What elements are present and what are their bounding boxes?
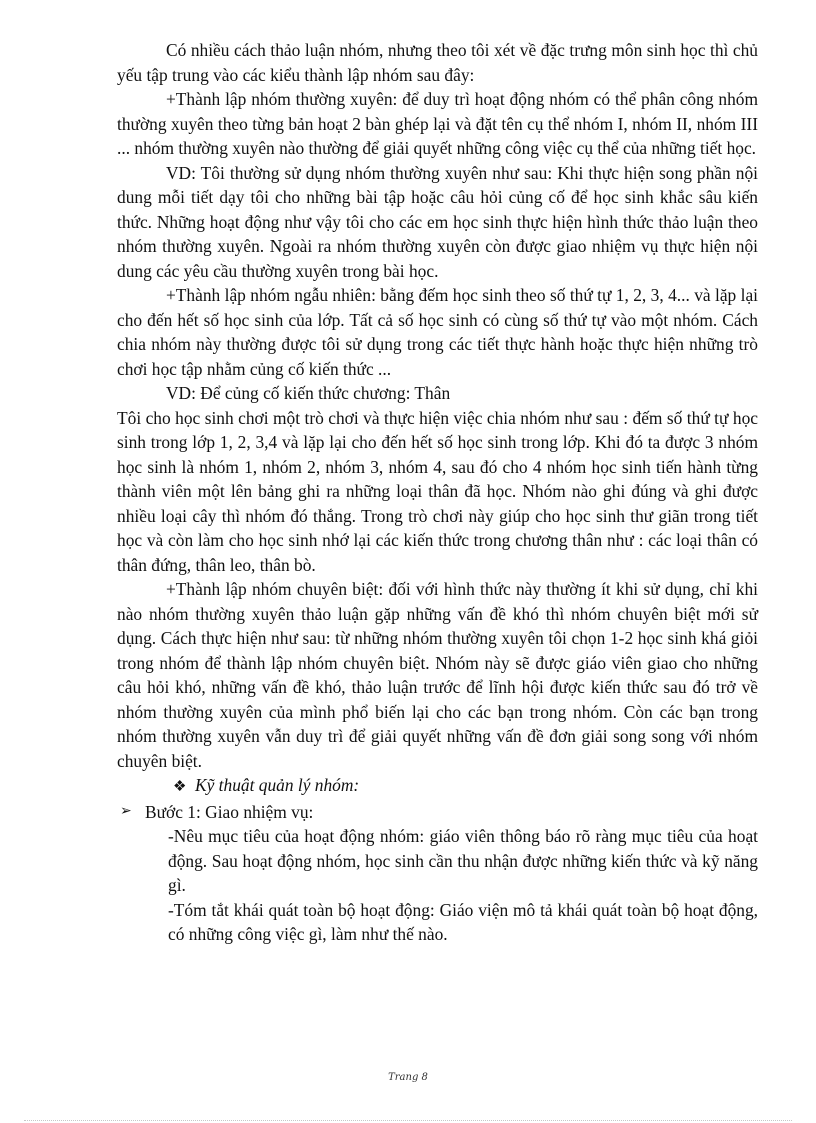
paragraph-regular-groups: +Thành lập nhóm thường xuyên: để duy trì hoạt động nhóm có thể phân công nhóm thường xuyên theo từng bản hoạt 2 bàn ghép lại và đặt tên cụ thể nhóm I, nhóm II, nhóm III ... nhóm thường xuyên nào thường để giải quyết những công việc cụ thể của những tiết học. <box>117 89 758 158</box>
arrow-bullet-icon: ➢ <box>120 803 132 819</box>
step-1-heading <box>117 800 758 825</box>
section-heading-text: Kỹ thuật quản lý nhóm: <box>195 775 360 795</box>
page-footer <box>0 1072 816 1083</box>
step-1-label: Bước 1: Giao nhiệm vụ: <box>145 801 314 822</box>
paragraph-intro: Có nhiều cách thảo luận nhóm, nhưng theo tôi xét về đặc trưng môn sinh học thì chủ yếu tập trung vào các kiểu thành lập nhóm sau đây: <box>117 40 758 85</box>
diamond-bullet-icon: ❖ <box>173 779 187 795</box>
body-text <box>117 38 758 947</box>
paragraph-random-example-title: VD: Để củng cố kiến thức chương: Thân <box>166 383 451 403</box>
bottom-divider <box>24 1120 792 1121</box>
section-heading <box>117 773 758 800</box>
paragraph-random-groups: +Thành lập nhóm ngẫu nhiên: bằng đếm học sinh theo số thứ tự 1, 2, 3, 4... và lặp lại cho đến hết số học sinh của lớp. Tất cả số học sinh có cùng số thứ tự vào một nhóm. Cách chia nhóm này thường được tôi sử dụng trong các tiết thực hành hoặc thực hiện những trò chơi học tập nhằm củng cố kiến thức ... <box>117 285 758 379</box>
step-1-item: -Nêu mục tiêu của hoạt động nhóm: giáo viên thông báo rõ ràng mục tiêu của hoạt động. Sau hoạt động nhóm, học sinh cần thu nhận được những kiến thức và kỹ năng gì. <box>168 826 758 895</box>
paragraph-regular-example: VD: Tôi thường sử dụng nhóm thường xuyên như sau: Khi thực hiện song phần nội dung mỗi tiết dạy tôi cho những bài tập hoặc câu hỏi củng cố để học sinh khắc sâu kiến thức. Những hoạt động như vậy tôi cho các em học sinh thực hiện hình thức thảo luận theo nhóm thường xuyên. Ngoài ra nhóm thường xuyên còn được giao nhiệm vụ thực hiện nội dung các yêu cầu thường xuyên trong bài học. <box>117 162 758 281</box>
paragraph-specialized-groups: +Thành lập nhóm chuyên biệt: đối với hình thức này thường ít khi sử dụng, chỉ khi nào nhóm thường xuyên thảo luận gặp những vấn đề khó thì nhóm chuyên biệt mới sử dụng. Cách thực hiện như sau: từ những nhóm thường xuyên tôi chọn 1-2 học sinh khá giỏi trong nhóm để thành lập nhóm chuyên biệt. Nhóm này sẽ được giáo viên giao cho những câu hỏi khó, những vấn đề khó, thảo luận trước để lĩnh hội được kiến thức sau đó trở về nhóm thường xuyên của mình phổ biến lại cho các bạn trong nhóm. Còn các bạn trong nhóm thường xuyên vẫn duy trì để giải quyết những vấn đề đơn giải song song với nhóm chuyên biệt. <box>117 579 758 771</box>
page-number: Trang 8 <box>388 1072 428 1083</box>
paragraph-random-example: Tôi cho học sinh chơi một trò chơi và thực hiện việc chia nhóm như sau : đếm số thứ tự học sinh trong lớp 1, 2, 3,4 và lặp lại cho đến hết số học sinh trong lớp. Khi đó ta được 3 nhóm học sinh là nhóm 1, nhóm 2, nhóm 3, nhóm 4, sau đó cho 4 nhóm học sinh tiến hành từng thành viên một lên bảng ghi ra những loại thân đã học. Nhóm nào ghi đúng và ghi được nhiều loại cây thì nhóm đó thắng. Trong trò chơi này giúp cho học sinh thư giãn trong tiết học và còn làm cho học sinh nhớ lại các kiến thức trong chương thân như : các loại thân có thân đứng, thân leo, thân bò. <box>117 407 758 575</box>
step-1-item: -Tóm tắt khái quát toàn bộ hoạt động: Giáo viện mô tả khái quát toàn bộ hoạt động, có những công việc gì, làm như thế nào. <box>168 899 758 944</box>
